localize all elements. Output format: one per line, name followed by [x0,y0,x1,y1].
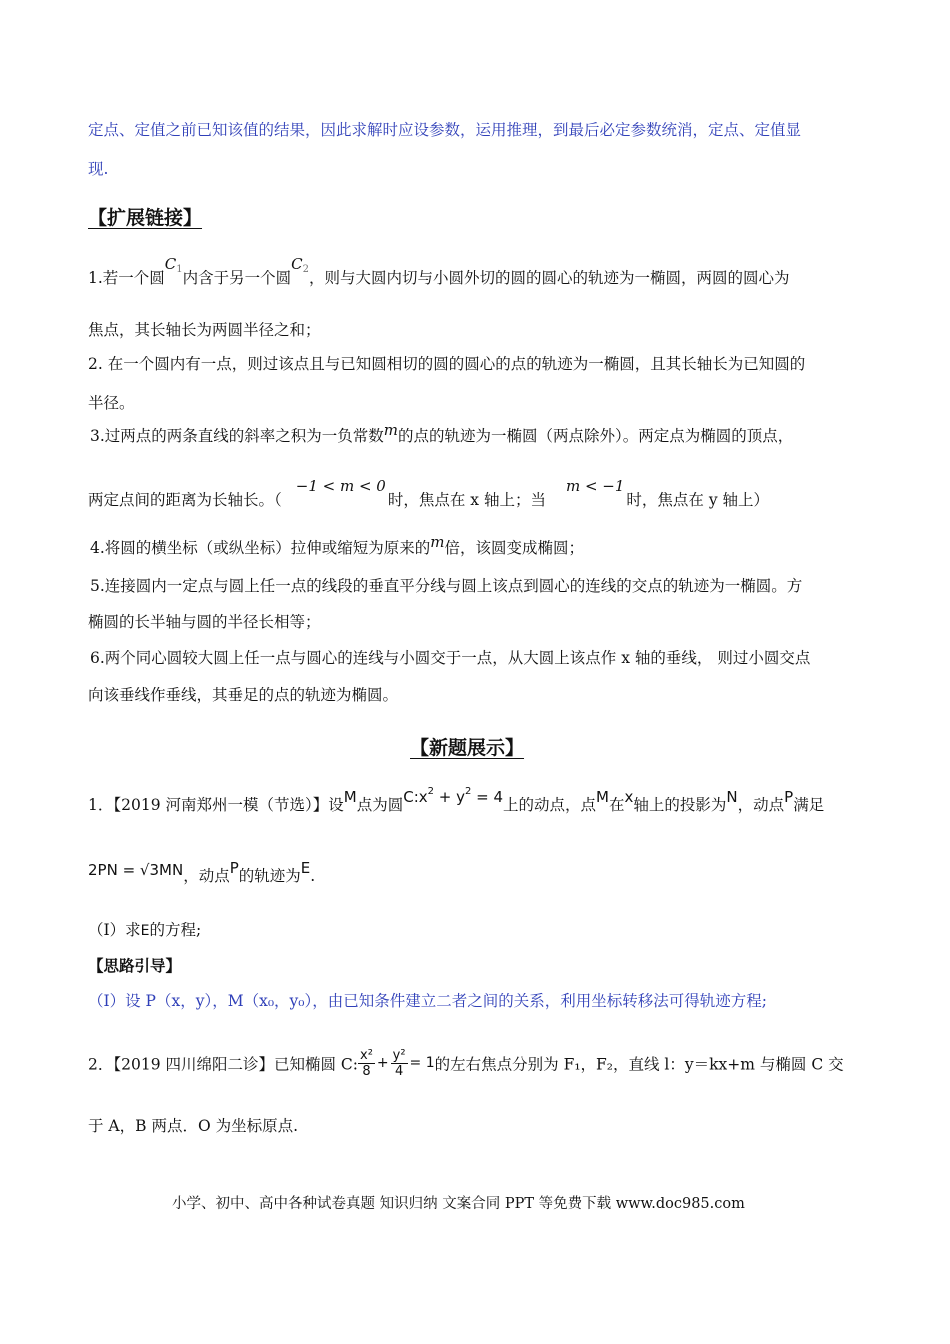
math-m-2: m [430,533,445,551]
math-condition-2: m < −1 [565,477,625,495]
intro-line-2: 现. [88,160,109,178]
math-c1: $C_1$ [164,255,183,275]
fraction-x: $\frac{\text{x²}}{8}$ [360,1048,373,1079]
extension-item-3: 3.过两点的两条直线的斜率之积为一负常数m的点的轨迹为一椭圆（两点除外）。两定点为椭圆的顶点， [90,421,794,445]
extension-item-2-cont: 半径。 [88,394,135,412]
intro-line-1: 定点、定值之前已知该值的结果，因此求解时应设参数，运用推理，到最后必定参数统消，定点、定值显 [88,121,802,139]
fraction-y: $\frac{\text{y²}}{4}$ [392,1048,406,1079]
question-2: 2．【2019 四川绵阳二诊】已知椭圆 C: $\frac{\text{x²}}{8}$ + $\frac{\text{y²}}{4}$ = 1的左右焦点分别为 F₁，F₂，直线 l：y＝kx+m 与椭圆 C 交 [88,1048,844,1079]
question-1-cont: 2PN = √3MN，动点P的轨迹为E. [88,859,316,885]
extension-item-5-cont: 椭圆的长半轴与圆的半径长相等； [88,613,321,631]
question-1-part-1: （Ⅰ）求E的方程; [88,921,202,939]
question-1: 1．【2019 河南郑州一模（节选）】设M点为圆$C:x^2 + y^2 = 4$上的动点，点M在x轴上的投影为N，动点P满足 [88,786,825,814]
circle-equation: $C:x^2 + y^2 = 4$ [403,786,504,806]
extension-item-2: 2. 在一个圆内有一点，则过该点且与已知圆相切的圆的圆心的点的轨迹为一椭圆，且其长轴长为已知圆的 [88,355,806,373]
question-2-cont: 于 A，B 两点．O 为坐标原点. [88,1117,299,1135]
extension-item-1: 1.若一个圆$C_1$内含于另一个圆$C_2$，则与大圆内切与小圆外切的圆的圆心的轨迹为一椭圆，两圆的圆心为 [88,255,790,287]
hint-text: （Ⅰ）设 P（x，y），M（x₀，y₀），由已知条件建立二者之间的关系，利用坐标转移法可得轨迹方程; [88,992,767,1010]
vector-equation: 2PN = √3MN [88,861,184,879]
extension-item-1-cont: 焦点，其长轴长为两圆半径之和； [88,321,321,339]
math-c2: $C_2$ [291,255,310,275]
extension-item-6-cont: 向该垂线作垂线，其垂足的点的轨迹为椭圆。 [88,686,399,704]
page-footer: 小学、初中、高中各种试卷真题 知识归纳 文案合同 PPT 等免费下载 www.doc985.com [172,1196,745,1212]
section-title-extension: 【扩展链接】 [88,207,203,229]
extension-item-4: 4.将圆的横坐标（或纵坐标）拉伸或缩短为原来的m倍，该圆变成椭圆； [90,533,585,557]
extension-item-3-cont: 两定点间的距离为长轴长。（−1 < m < 0时，焦点在 x 轴上；当m < −1时，焦点在 y 轴上） [88,477,770,509]
hint-title: 【思路引导】 [88,956,182,975]
math-m: m [383,421,399,439]
extension-item-5: 5.连接圆内一定点与圆上任一点的线段的垂直平分线与圆上该点到圆心的连线的交点的轨迹为一椭圆。方 [90,577,803,595]
section-title-new: 【新题展示】 [410,737,525,759]
math-condition-1: −1 < m < 0 [295,477,386,495]
extension-item-6: 6.两个同心圆较大圆上任一点与圆心的连线与小圆交于一点，从大圆上该点作 x 轴的垂线， 则过小圆交点 [90,649,811,667]
